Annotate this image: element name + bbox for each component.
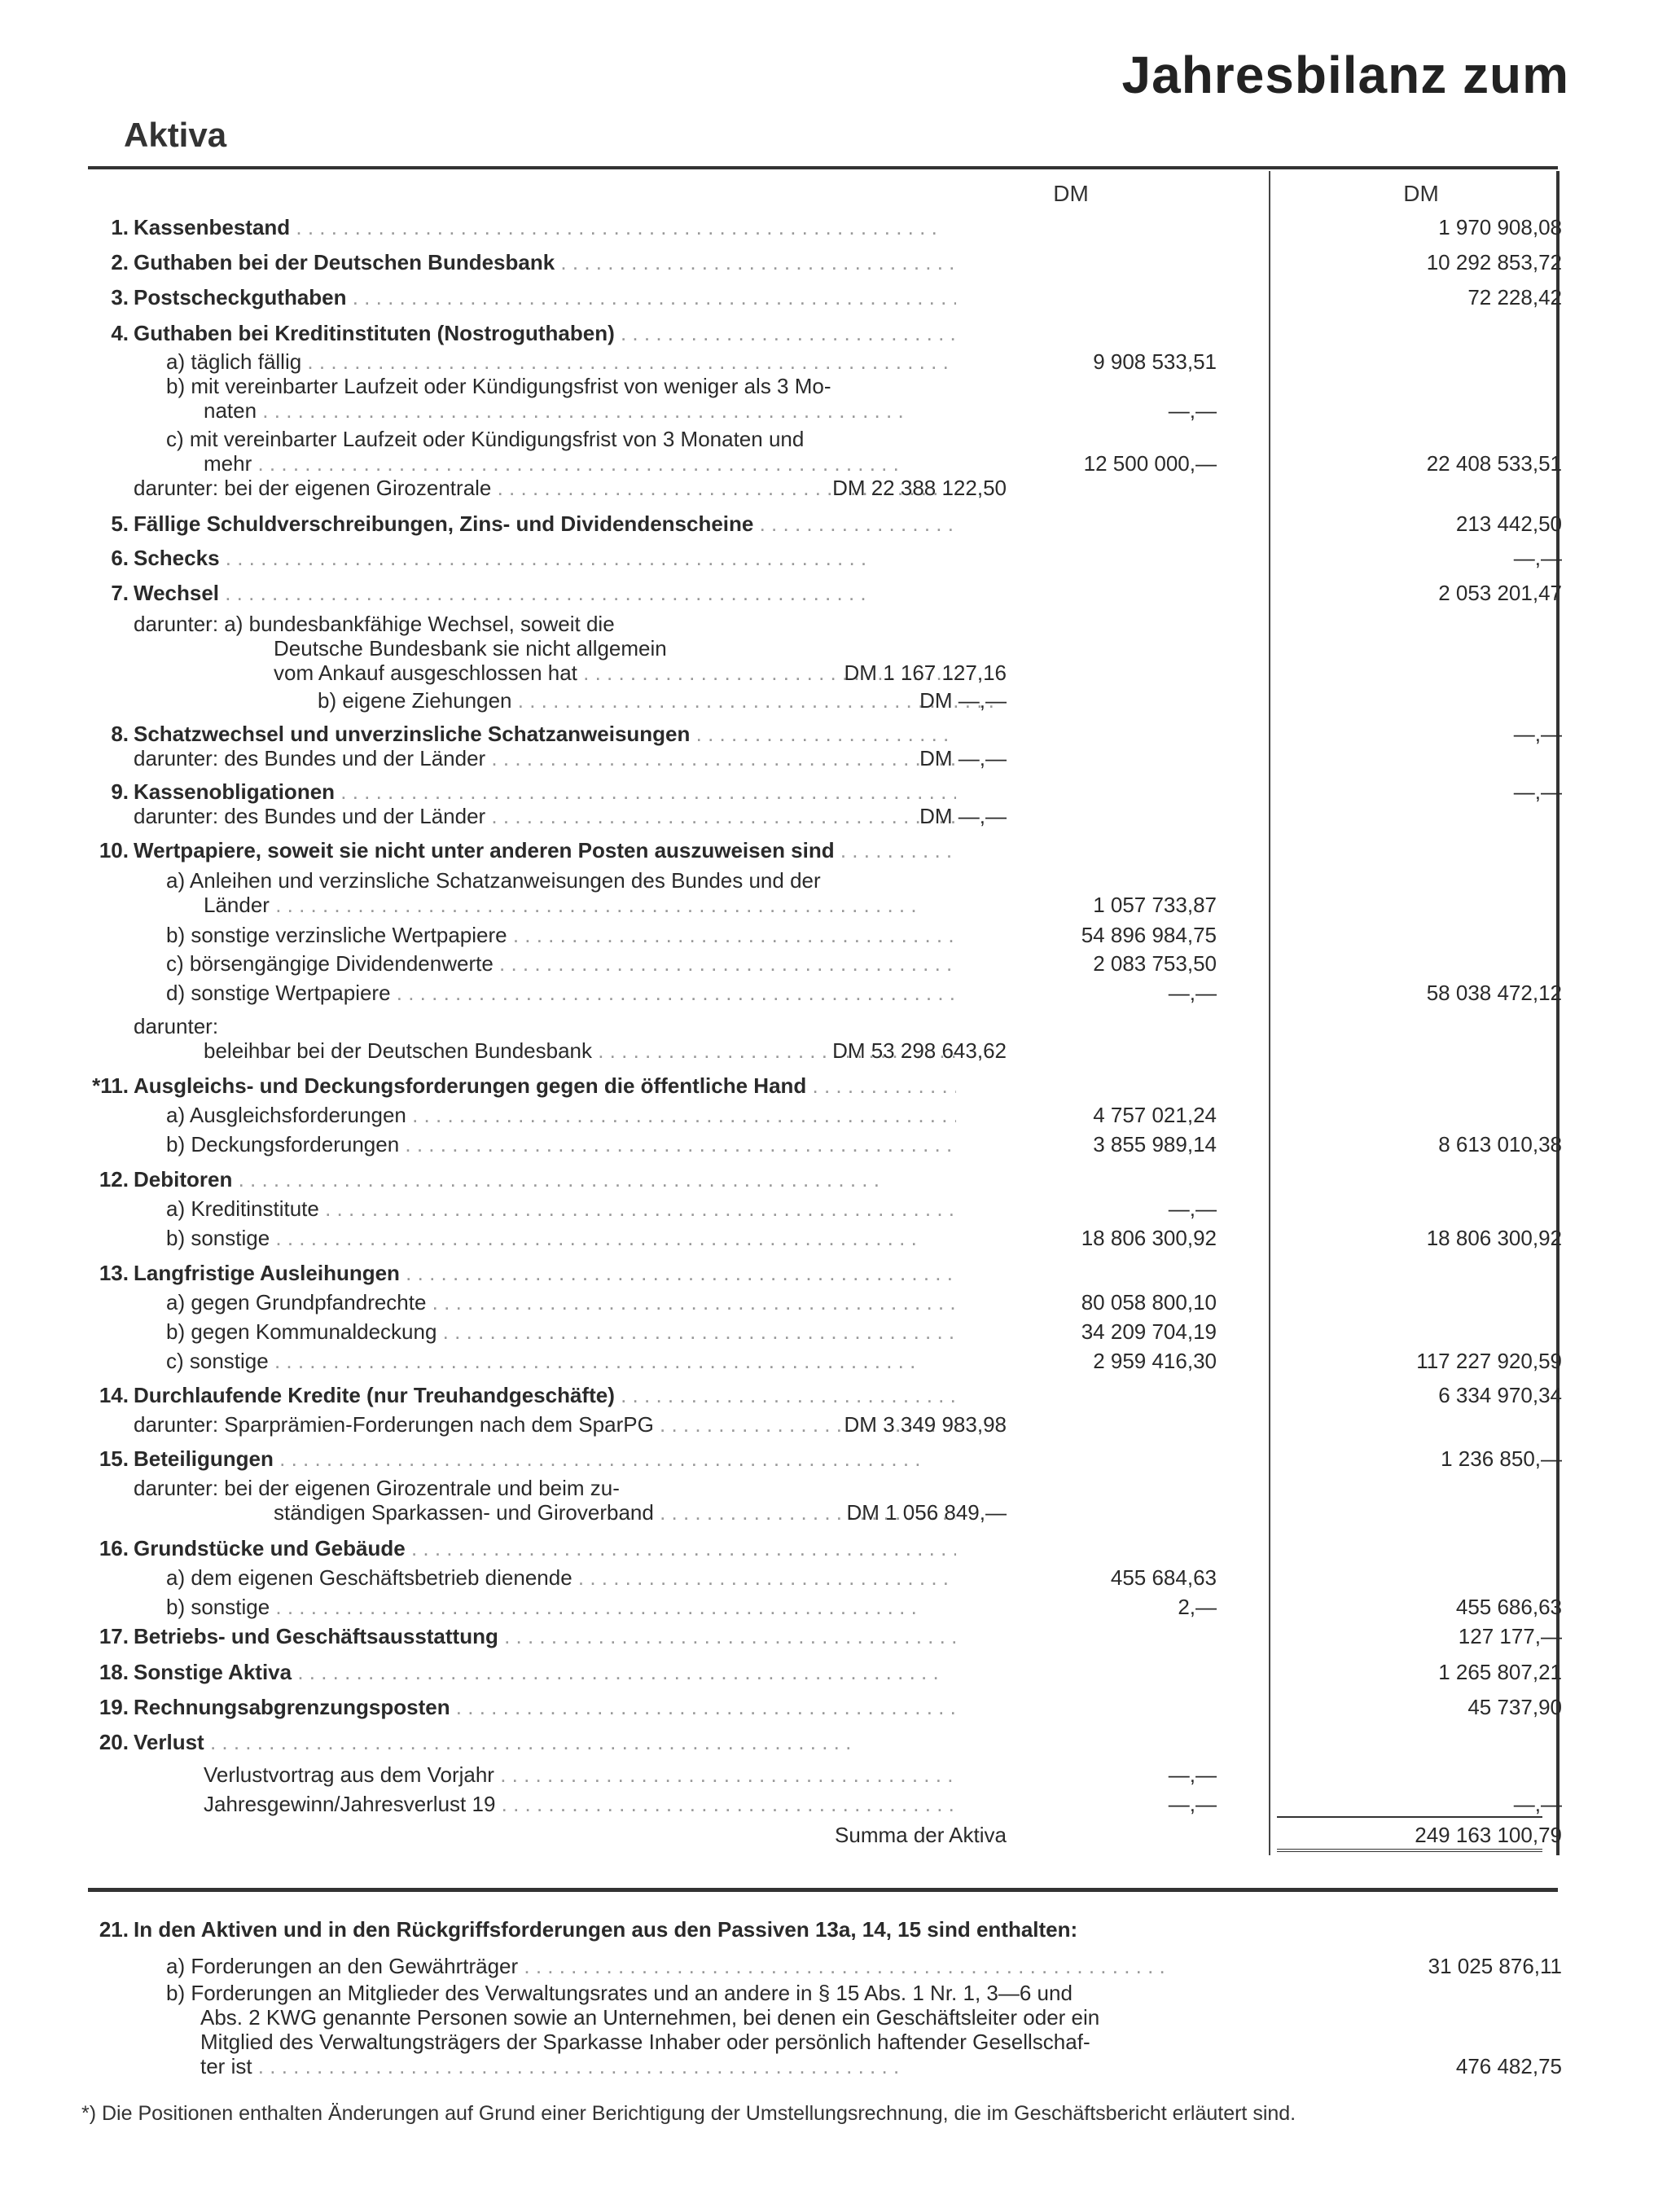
- sub-amount: DM 22 388 122,50: [832, 476, 1007, 500]
- balance-row: [81, 372, 1482, 400]
- balance-row: [81, 778, 1562, 805]
- amount-total-column: 8 613 010,38: [1438, 1132, 1562, 1156]
- amount-total-column: 249 163 100,79: [1415, 1823, 1562, 1847]
- amount-total-column: 2 053 201,47: [1438, 581, 1562, 605]
- balance-row: [81, 425, 1482, 453]
- balance-row: [81, 1288, 1482, 1316]
- note-row: [81, 2004, 1515, 2031]
- sub-amount: DM 3 349 983,98: [844, 1412, 1007, 1437]
- item-number: 2.: [111, 250, 129, 274]
- amount-sub-column: 12 500 000,—: [1083, 451, 1217, 476]
- balance-row: [81, 1499, 1482, 1526]
- balance-row: [81, 1037, 1482, 1064]
- item-label: Durchlaufende Kredite (nur Treuhandgeschäfte) . .: [134, 1381, 956, 1409]
- item-label: Schecks . .: [134, 544, 956, 572]
- balance-row: [81, 213, 1562, 241]
- item-label: Jahresgewinn/Jahresverlust 19 . .: [204, 1790, 956, 1818]
- item-label: Fällige Schuldverschreibungen, Zins- und Dividendenscheine . .: [134, 510, 956, 538]
- amount-sub-column: 18 806 300,92: [1081, 1226, 1217, 1250]
- item-label: Postscheckguthaben . .: [134, 283, 956, 311]
- balance-row: [81, 1790, 1562, 1818]
- balance-row: [81, 510, 1562, 538]
- item-label: Kassenbestand . .: [134, 213, 956, 241]
- balance-row: [81, 1474, 1482, 1502]
- item-label: mehr . .: [204, 450, 956, 477]
- balance-row: [81, 687, 1482, 714]
- item-label: Deutsche Bundesbank sie nicht allgemein: [274, 636, 667, 661]
- item-label: Betriebs- und Geschäftsausstattung . .: [134, 1622, 956, 1650]
- amount-total-column: —,—: [1513, 722, 1562, 746]
- balance-row: [81, 979, 1562, 1007]
- balance-row: [81, 720, 1562, 748]
- item-label: Beteiligungen . .: [134, 1445, 956, 1472]
- amount-sub-column: 1 057 733,87: [1093, 893, 1217, 917]
- balance-row: [81, 1693, 1562, 1721]
- item-label: a) dem eigenen Geschäftsbetrieb dienende . .: [166, 1564, 956, 1591]
- footnote: *) Die Positionen enthalten Änderungen auf Grund einer Berichtigung der Umstellungsrechnung, die im Geschäftsbericht erläutert sind.: [81, 2102, 1296, 2125]
- item-label: c) sonstige . .: [166, 1347, 956, 1375]
- item-number: 9.: [111, 779, 129, 804]
- column-header-dm-total: DM: [1403, 181, 1439, 206]
- note-label: a) Forderungen an den Gewährträger . .: [166, 1952, 1257, 1980]
- note-label: In den Aktiven und in den Rückgriffsforderungen aus den Passiven 13a, 14, 15 sind enthalten:: [134, 1917, 1078, 1942]
- item-label: Verlustvortrag aus dem Vorjahr . .: [204, 1761, 956, 1788]
- item-label: Schatzwechsel und unverzinsliche Schatzanweisungen . .: [134, 720, 956, 748]
- amount-total-column: 1 265 807,21: [1438, 1660, 1562, 1684]
- amount-total-column: 117 227 920,59: [1416, 1349, 1562, 1373]
- item-number: 1.: [111, 215, 129, 239]
- section-title: Aktiva: [124, 116, 227, 154]
- item-label: a) Anleihen und verzinsliche Schatzanweisungen des Bundes und der: [166, 868, 821, 893]
- item-label: Debitoren . .: [134, 1165, 956, 1193]
- amount-sub-column: —,—: [1168, 398, 1217, 423]
- item-label: Wertpapiere, soweit sie nicht unter anderen Posten auszuweisen sind . .: [134, 836, 956, 864]
- item-label: Kassenobligationen . .: [134, 778, 956, 805]
- balance-row: [81, 659, 1482, 687]
- amount-sub-column: —,—: [1168, 1792, 1217, 1816]
- item-label: Ausgleichs- und Deckungsforderungen gegen die öffentliche Hand . .: [134, 1072, 956, 1099]
- item-label: b) sonstige . .: [166, 1593, 956, 1621]
- balance-row: [81, 579, 1562, 607]
- item-label: darunter:: [134, 1014, 219, 1038]
- note-row: [81, 1916, 1515, 1943]
- sub-amount: Summa der Aktiva: [835, 1823, 1007, 1847]
- amount-total-column: 45 737,90: [1467, 1695, 1562, 1719]
- item-label: b) sonstige . .: [166, 1224, 956, 1252]
- amount-sub-column: 455 684,63: [1110, 1565, 1217, 1590]
- balance-row: [81, 921, 1482, 949]
- item-label: b) mit vereinbarter Laufzeit oder Kündigungsfrist von weniger als 3 Mo-: [166, 374, 831, 398]
- note-label: Mitglied des Verwaltungsträgers der Sparkasse Inhaber oder persönlich haftender Gesellschaf-: [200, 2030, 1090, 2054]
- balance-row: [81, 1534, 1482, 1562]
- balance-row: [81, 1728, 1482, 1756]
- balance-row: [81, 634, 1482, 662]
- balance-row: [81, 397, 1482, 424]
- item-label: b) gegen Kommunaldeckung . .: [166, 1318, 956, 1345]
- amount-sub-column: 9 908 533,51: [1093, 349, 1217, 374]
- item-label: a) täglich fällig . .: [166, 348, 956, 375]
- amount-sub-column: 2,—: [1178, 1595, 1217, 1619]
- amount-total-column: 22 408 533,51: [1426, 451, 1562, 476]
- balance-row: [81, 802, 1482, 830]
- item-number: 14.: [99, 1383, 129, 1407]
- item-number: 15.: [99, 1446, 129, 1471]
- item-label: darunter: bei der eigenen Girozentrale . .: [134, 474, 956, 502]
- balance-row: [81, 1224, 1562, 1252]
- balance-row: [81, 1761, 1482, 1788]
- balance-row: [81, 836, 1482, 864]
- balance-row: [81, 1130, 1562, 1158]
- note-amount: 476 482,75: [1455, 2054, 1562, 2078]
- balance-row: [81, 348, 1482, 375]
- total-underline: [1277, 1816, 1542, 1852]
- balance-row: [81, 1101, 1482, 1129]
- balance-row: [81, 1821, 1562, 1849]
- balance-row: [81, 1347, 1562, 1375]
- balance-row: [81, 1259, 1482, 1287]
- amount-sub-column: 54 896 984,75: [1081, 923, 1217, 947]
- item-label: Länder . .: [204, 891, 956, 919]
- item-number: 4.: [111, 321, 129, 345]
- balance-row: [81, 1411, 1482, 1438]
- amount-total-column: 213 442,50: [1455, 511, 1562, 536]
- item-number: 6.: [111, 546, 129, 570]
- item-label: darunter: a) bundesbankfähige Wechsel, soweit die: [134, 612, 615, 636]
- item-number: 5.: [111, 511, 129, 536]
- amount-total-column: —,—: [1513, 1792, 1562, 1816]
- top-rule: [88, 166, 1558, 169]
- item-label: Guthaben bei der Deutschen Bundesbank . .: [134, 248, 956, 276]
- balance-row: [81, 319, 1482, 347]
- balance-row: [81, 248, 1562, 276]
- balance-row: [81, 1072, 1482, 1099]
- sub-amount: DM —,—: [919, 804, 1007, 828]
- item-label: Langfristige Ausleihungen . .: [134, 1259, 956, 1287]
- item-label: Grundstücke und Gebäude . .: [134, 1534, 956, 1562]
- balance-row: [81, 283, 1562, 311]
- item-number: 19.: [99, 1695, 129, 1719]
- item-number: 10.: [99, 838, 129, 862]
- note-amount: 31 025 876,11: [1428, 1954, 1562, 1978]
- item-number: 18.: [99, 1660, 129, 1684]
- amount-total-column: 455 686,63: [1455, 1595, 1562, 1619]
- item-label: vom Ankauf ausgeschlossen hat . .: [274, 659, 956, 687]
- balance-row: [81, 544, 1562, 572]
- balance-row: [81, 474, 1482, 502]
- item-number: 20.: [99, 1730, 129, 1754]
- item-label: c) börsengängige Dividendenwerte . .: [166, 950, 956, 977]
- column-header-dm-sub: DM: [1053, 181, 1089, 206]
- note-label: Abs. 2 KWG genannte Personen sowie an Unternehmen, bei denen ein Geschäftsleiter oder ein: [200, 2005, 1100, 2030]
- note-number: 21.: [99, 1917, 129, 1942]
- amount-total-column: 1 236 850,—: [1441, 1446, 1562, 1471]
- note-label: b) Forderungen an Mitglieder des Verwaltungsrates und an andere in § 15 Abs. 1 Nr. 1, 3—6 und: [166, 1981, 1073, 2005]
- balance-row: [81, 1165, 1482, 1193]
- amount-total-column: —,—: [1513, 546, 1562, 570]
- amount-total-column: 72 228,42: [1467, 285, 1562, 309]
- balance-row: [81, 1318, 1482, 1345]
- amount-total-column: 58 038 472,12: [1426, 981, 1562, 1005]
- amount-sub-column: 2 083 753,50: [1093, 951, 1217, 976]
- amount-sub-column: 4 757 021,24: [1093, 1103, 1217, 1127]
- balance-row: [81, 1622, 1562, 1650]
- item-number: 17.: [99, 1624, 129, 1648]
- balance-row: [81, 450, 1562, 477]
- amount-total-column: 18 806 300,92: [1426, 1226, 1562, 1250]
- item-label: b) sonstige verzinsliche Wertpapiere . .: [166, 921, 956, 949]
- item-number: 3.: [111, 285, 129, 309]
- balance-row: [81, 744, 1482, 772]
- item-number: *11.: [92, 1073, 129, 1098]
- item-label: a) gegen Grundpfandrechte . .: [166, 1288, 956, 1316]
- balance-row: [81, 1012, 1482, 1040]
- note-row: [81, 1952, 1562, 1980]
- note-row: [81, 1979, 1515, 2007]
- balance-row: [81, 1593, 1562, 1621]
- item-label: a) Kreditinstitute . .: [166, 1195, 956, 1222]
- sub-amount: DM 53 298 643,62: [832, 1038, 1007, 1063]
- item-label: beleihbar bei der Deutschen Bundesbank . .: [204, 1037, 956, 1064]
- item-label: b) Deckungsforderungen . .: [166, 1130, 956, 1158]
- item-label: darunter: bei der eigenen Girozentrale und beim zu-: [134, 1476, 620, 1500]
- amount-sub-column: —,—: [1168, 981, 1217, 1005]
- item-label: c) mit vereinbarter Laufzeit oder Kündigungsfrist von 3 Monaten und: [166, 427, 805, 451]
- item-label: a) Ausgleichsforderungen . .: [166, 1101, 956, 1129]
- balance-row: [81, 891, 1482, 919]
- sub-amount: DM —,—: [919, 688, 1007, 713]
- item-number: 16.: [99, 1536, 129, 1560]
- item-label: darunter: Sparprämien-Forderungen nach dem SparPG . .: [134, 1411, 956, 1438]
- page-title: Jahresbilanz zum: [1121, 46, 1569, 104]
- amount-sub-column: 34 209 704,19: [1081, 1319, 1217, 1344]
- item-label: d) sonstige Wertpapiere . .: [166, 979, 956, 1007]
- amount-total-column: 1 970 908,08: [1438, 215, 1562, 239]
- item-label: ständigen Sparkassen- und Giroverband . .: [274, 1499, 956, 1526]
- amount-sub-column: —,—: [1168, 1762, 1217, 1787]
- item-number: 8.: [111, 722, 129, 746]
- balance-row: [81, 950, 1482, 977]
- item-label: Rechnungsabgrenzungsposten . .: [134, 1693, 956, 1721]
- item-number: 7.: [111, 581, 129, 605]
- balance-row: [81, 1445, 1562, 1472]
- item-label: Wechsel . .: [134, 579, 956, 607]
- item-label: b) eigene Ziehungen . .: [318, 687, 1000, 714]
- amount-sub-column: 80 058 800,10: [1081, 1290, 1217, 1314]
- sub-amount: DM —,—: [919, 746, 1007, 770]
- balance-row: [81, 867, 1482, 894]
- amount-sub-column: 2 959 416,30: [1093, 1349, 1217, 1373]
- amount-total-column: 6 334 970,34: [1438, 1383, 1562, 1407]
- item-label: naten . .: [204, 397, 956, 424]
- balance-row: [81, 1195, 1482, 1222]
- sub-amount: DM 1 056 849,—: [846, 1500, 1007, 1525]
- item-label: darunter: des Bundes und der Länder . .: [134, 802, 956, 830]
- item-label: darunter: des Bundes und der Länder . .: [134, 744, 956, 772]
- balance-row: [81, 1564, 1482, 1591]
- balance-row: [81, 1658, 1562, 1686]
- amount-sub-column: 3 855 989,14: [1093, 1132, 1217, 1156]
- note-row: [81, 2052, 1562, 2080]
- amount-sub-column: —,—: [1168, 1196, 1217, 1221]
- section-rule: [88, 1888, 1558, 1892]
- note-row: [81, 2028, 1515, 2056]
- note-label: ter ist . .: [200, 2052, 1257, 2080]
- item-label: Verlust . .: [134, 1728, 956, 1756]
- sub-amount: DM 1 167 127,16: [844, 661, 1007, 685]
- amount-total-column: 10 292 853,72: [1426, 250, 1562, 274]
- item-label: Sonstige Aktiva . .: [134, 1658, 956, 1686]
- amount-total-column: —,—: [1513, 779, 1562, 804]
- balance-row: [81, 1381, 1562, 1409]
- item-number: 12.: [99, 1167, 129, 1192]
- amount-total-column: 127 177,—: [1458, 1624, 1562, 1648]
- item-label: Guthaben bei Kreditinstituten (Nostroguthaben) . .: [134, 319, 956, 347]
- balance-row: [81, 610, 1482, 638]
- item-number: 13.: [99, 1261, 129, 1285]
